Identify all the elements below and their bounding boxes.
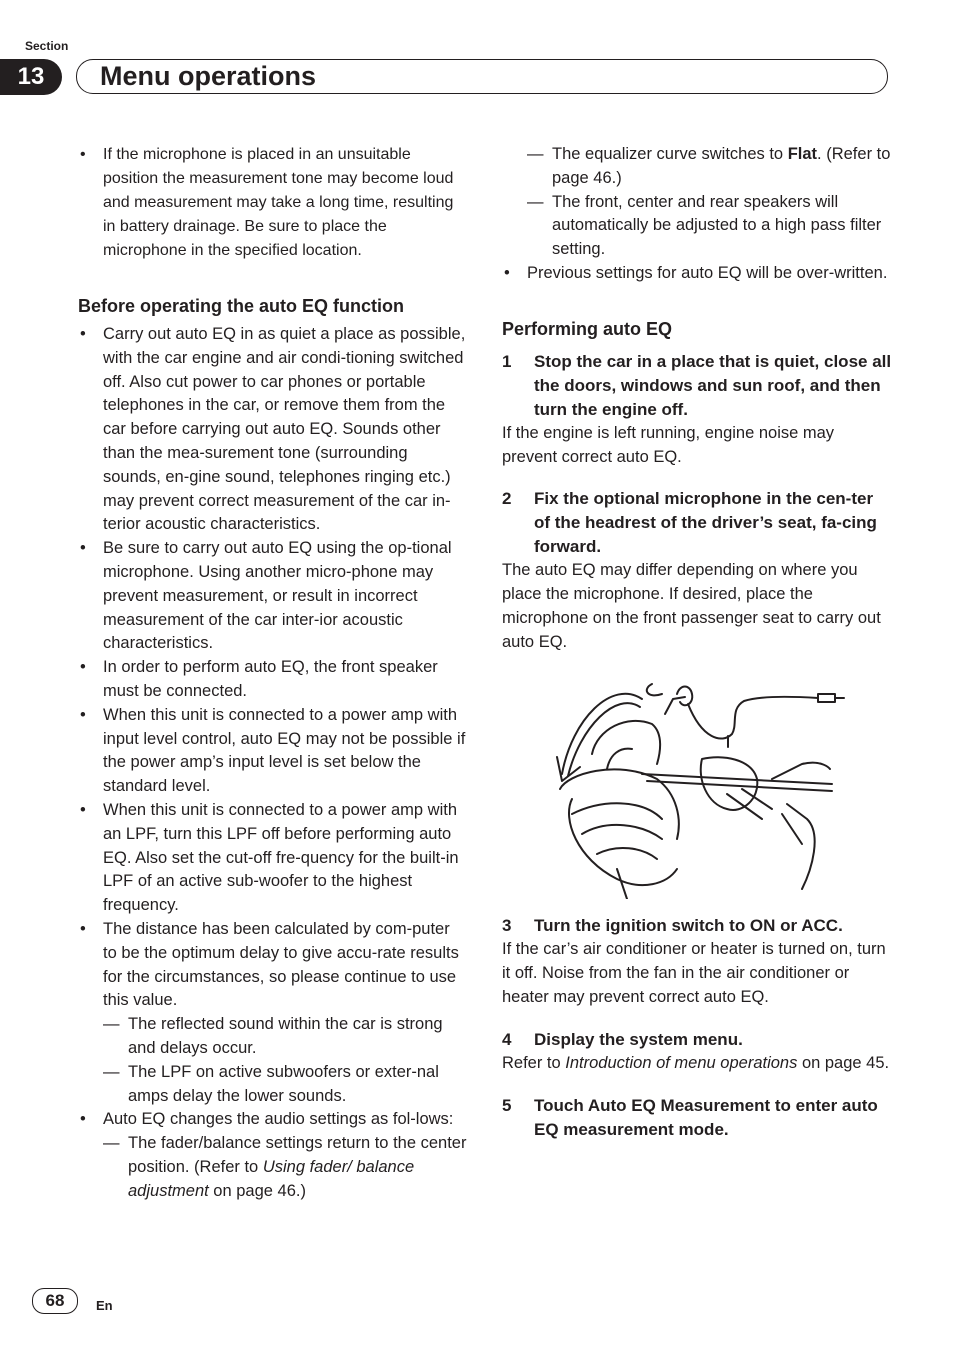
step-body: The auto EQ may differ depending on where you place the microphone. If desired, place the microphone on the front passenger seat to carry out auto EQ. xyxy=(502,561,881,651)
flat-label: Flat xyxy=(787,145,818,163)
dash-item: — The reflected sound within the car is strong and delays occur. xyxy=(103,1013,468,1061)
list-item: • When this unit is connected to a power amp with an LPF, turn this LPF off before performing auto EQ. Also set the cut-off fre-quency for the built-in LPF of an active sub-woofer to the highest frequency. xyxy=(78,799,468,918)
step-title: Display the system menu. xyxy=(534,1029,743,1049)
dash-item xyxy=(103,1132,468,1203)
cross-reference: Using fader/ balance adjustment xyxy=(128,1157,415,1200)
step-title: Fix the optional microphone in the cen-ter of the headrest of the driver’s seat, fa-cing forward. xyxy=(534,489,877,557)
step-title: Touch Auto EQ Measurement to enter auto EQ measurement mode. xyxy=(534,1095,878,1139)
section-heading-before: Before operating the auto EQ function xyxy=(78,296,405,316)
cross-reference: Introduction of menu operations xyxy=(565,1053,798,1072)
step-body: If the engine is left running, engine noise may prevent correct auto EQ. xyxy=(502,423,835,466)
dash-text: The fader/balance settings return to the center position. (Refer to xyxy=(128,1134,467,1176)
step-body-text: Refer to xyxy=(502,1053,566,1072)
step-number: 1 xyxy=(502,351,512,371)
step-4 xyxy=(502,1028,892,1076)
section-number-badge: 13 xyxy=(0,59,62,95)
step-2 xyxy=(502,487,892,654)
list-item: • Auto EQ changes the audio settings as fol-lows: xyxy=(78,1108,468,1132)
dash-item: — The LPF on active subwoofers or exter-nal amps delay the lower sounds. xyxy=(103,1061,468,1109)
left-column xyxy=(78,143,468,1203)
page-title: Menu operations xyxy=(100,61,317,91)
intro-bullet: • If the microphone is placed in an unsuitable position the measurement tone may become loud and measurement may take a long time, resulting in battery drainage. Be sure to place the microphone in the specified location. xyxy=(78,143,468,263)
section-heading-performing: Performing auto EQ xyxy=(502,318,673,339)
dash-text: . (Refer to page 46.) xyxy=(552,145,891,187)
language-label: En xyxy=(96,1298,113,1313)
page-number-badge: 68 xyxy=(32,1288,78,1314)
list-item: • When this unit is connected to a power amp with input level control, auto EQ may not be possible if the power amp’s input level is set below the standard level. xyxy=(78,704,468,799)
microphone-headrest-illustration xyxy=(502,669,892,899)
step-title: Turn the ignition switch to ON or ACC. xyxy=(534,916,843,936)
dash-item xyxy=(527,143,892,191)
step-3 xyxy=(502,914,892,1009)
dash-item: — The front, center and rear speakers will automatically be adjusted to a high pass filter setting. xyxy=(527,191,892,262)
list-item: • The distance has been calculated by com-puter to be the optimum delay to give accu-rate results for the circumstances, so please continue to use this value. xyxy=(78,918,468,1013)
step-number: 3 xyxy=(502,916,512,936)
step-body-text: on page 45. xyxy=(797,1053,890,1072)
step-number: 5 xyxy=(502,1095,512,1115)
step-1 xyxy=(502,350,892,470)
right-column xyxy=(502,143,892,1142)
step-number: 4 xyxy=(502,1029,512,1049)
list-item: • Previous settings for auto EQ will be over-written. xyxy=(502,262,892,286)
step-body: If the car’s air conditioner or heater is turned on, turn it off. Noise from the fan in the air conditioner or heater may prevent correct auto EQ. xyxy=(502,940,886,1006)
section-label: Section xyxy=(25,39,69,53)
list-item: • Carry out auto EQ in as quiet a place as possible, with the car engine and air condi-tioning switched off. Also cut power to car phones or portable telephones in the car, or remove them from the car before carrying out auto EQ. Sounds other than the mea-surement tone (surrounding sounds, en-gine sound, telephones ringing etc.) may prevent correct measurement of the car in-terior acoustic characteristics. xyxy=(78,323,468,537)
dash-list xyxy=(502,143,892,262)
dash-list xyxy=(78,1132,468,1203)
dash-text: The equalizer curve switches to xyxy=(552,145,788,163)
dash-list xyxy=(78,1013,468,1108)
step-title: Stop the car in a place that is quiet, close all the doors, windows and sun roof, and then turn the engine off. xyxy=(534,351,892,419)
step-number: 2 xyxy=(502,489,512,509)
list-item: • Be sure to carry out auto EQ using the op-tional microphone. Using another micro-phone may prevent measurement, or result in incorrect measurement of the car inter-ior acoustic characteristics. xyxy=(78,537,468,656)
step-5 xyxy=(502,1094,892,1142)
bullet-list xyxy=(78,323,468,1203)
list-item: • In order to perform auto EQ, the front speaker must be connected. xyxy=(78,656,468,704)
step-body xyxy=(502,1052,892,1076)
dash-text: on page 46.) xyxy=(208,1181,306,1200)
